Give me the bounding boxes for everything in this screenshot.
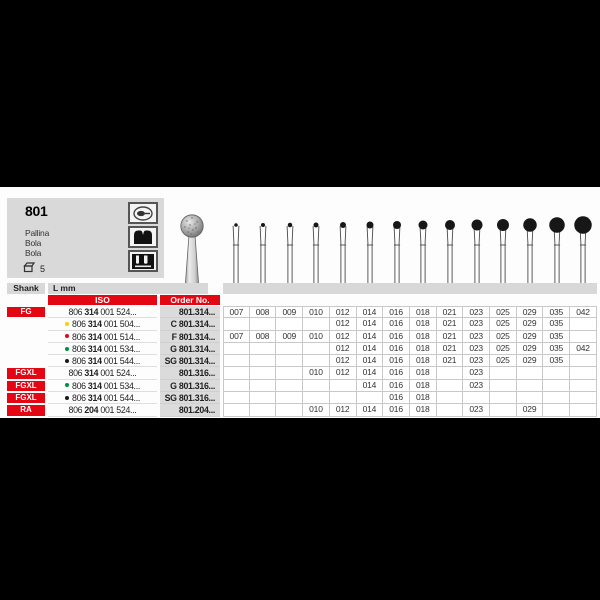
bur-illustration (570, 212, 597, 288)
size-cell (570, 355, 597, 367)
order-no-column-header: Order No. (160, 295, 220, 305)
size-cell (223, 355, 250, 367)
iso-cell: 806 204 001 524... (48, 404, 157, 416)
bur-illustration (517, 212, 544, 288)
size-cell: 021 (437, 343, 464, 355)
size-cell (437, 392, 464, 404)
catalog-content (0, 187, 600, 418)
size-cell: 023 (463, 331, 490, 343)
size-cell: 012 (330, 404, 357, 416)
size-cell: 035 (543, 318, 570, 330)
size-cell: 016 (383, 404, 410, 416)
size-cell: 021 (437, 331, 464, 343)
size-cell: 018 (410, 380, 437, 392)
size-cell: 016 (383, 318, 410, 330)
size-cell: 018 (410, 306, 437, 318)
size-cell: 025 (490, 343, 517, 355)
size-cell: 023 (463, 355, 490, 367)
size-cell: 018 (410, 331, 437, 343)
size-cell (437, 367, 464, 379)
size-cell (517, 380, 544, 392)
size-cell: 008 (250, 306, 277, 318)
size-cell: 016 (383, 343, 410, 355)
spec-table (7, 283, 597, 417)
size-cell (250, 367, 277, 379)
size-cell: 035 (543, 306, 570, 318)
size-cell: 016 (383, 380, 410, 392)
size-cell: 016 (383, 367, 410, 379)
size-cell: 014 (357, 306, 384, 318)
size-cell: 016 (383, 306, 410, 318)
indication-icons (128, 202, 158, 272)
size-cell: 012 (330, 318, 357, 330)
size-cell (303, 343, 330, 355)
size-cell: 021 (437, 318, 464, 330)
shank-badge: FGXL (7, 393, 45, 404)
iso-cell: 806 314 001 534... (48, 380, 157, 392)
size-cell (570, 331, 597, 343)
grit-color-dot-icon (65, 396, 69, 400)
size-cell (570, 404, 597, 416)
product-names (25, 228, 49, 258)
size-cell: 025 (490, 318, 517, 330)
size-cell: 023 (463, 343, 490, 355)
size-cell: 018 (410, 392, 437, 404)
tooth-cavity-icon (128, 226, 158, 248)
size-cell: 023 (463, 318, 490, 330)
size-cell: 016 (383, 392, 410, 404)
size-cell: 025 (490, 306, 517, 318)
grit-color-dot-icon (65, 322, 69, 326)
product-info-box (7, 198, 164, 278)
size-cell: 014 (357, 355, 384, 367)
size-cell: 023 (463, 404, 490, 416)
size-cell: 016 (383, 331, 410, 343)
size-cell (223, 343, 250, 355)
size-cell (570, 380, 597, 392)
size-cell: 042 (570, 306, 597, 318)
size-cell (276, 318, 303, 330)
size-cell: 014 (357, 343, 384, 355)
size-cell (223, 380, 250, 392)
bur-illustration (490, 212, 517, 288)
size-cell: 012 (330, 367, 357, 379)
size-cell: 025 (490, 355, 517, 367)
bur-illustration (383, 212, 410, 288)
size-cell: 018 (410, 367, 437, 379)
package-quantity (23, 262, 45, 275)
size-cell (330, 392, 357, 404)
order-no-cell: C 801.314... (160, 318, 220, 330)
shank-badge: FGXL (7, 381, 45, 392)
size-cell: 035 (543, 343, 570, 355)
size-cell (437, 380, 464, 392)
size-cell: 018 (410, 343, 437, 355)
size-cell: 007 (223, 331, 250, 343)
size-cell: 014 (357, 404, 384, 416)
size-cell: 016 (383, 355, 410, 367)
size-cell (517, 367, 544, 379)
product-code: 801 (25, 203, 48, 219)
size-cell (517, 392, 544, 404)
size-cell: 014 (357, 318, 384, 330)
size-cell: 035 (543, 355, 570, 367)
size-cell (490, 367, 517, 379)
order-no-cell: 801.314... (160, 306, 220, 318)
size-cell (543, 367, 570, 379)
shank-badge: FGXL (7, 368, 45, 379)
size-cell (223, 404, 250, 416)
size-cell (437, 404, 464, 416)
size-cell: 014 (357, 331, 384, 343)
size-cell (276, 380, 303, 392)
size-cell: 009 (276, 331, 303, 343)
size-cell: 018 (410, 355, 437, 367)
sizes-header-bar (223, 283, 597, 294)
order-no-cell: 801.316... (160, 367, 220, 379)
size-cell (250, 318, 277, 330)
size-cell: 029 (517, 343, 544, 355)
bur-illustration (303, 212, 330, 288)
order-no-cell: 801.204... (160, 404, 220, 416)
size-cell (570, 367, 597, 379)
grit-color-dot-icon (65, 334, 69, 338)
bur-illustration (410, 212, 437, 288)
lmm-column-header: L mm (48, 283, 208, 294)
size-cell: 023 (463, 306, 490, 318)
shank-badge: RA (7, 405, 45, 416)
size-cell: 012 (330, 343, 357, 355)
size-cell: 012 (330, 331, 357, 343)
round-head-icon (128, 202, 158, 224)
order-no-cell: SG 801.316... (160, 392, 220, 404)
iso-cell: 806 314 001 534... (48, 343, 157, 355)
size-cell (223, 318, 250, 330)
iso-cell: 806 314 001 524... (48, 306, 157, 318)
size-cell: 025 (490, 331, 517, 343)
size-cell (303, 355, 330, 367)
size-cell: 010 (303, 367, 330, 379)
size-cell: 035 (543, 331, 570, 343)
size-cell (250, 355, 277, 367)
product-name-it: Pallina (25, 228, 50, 238)
size-cell (250, 392, 277, 404)
size-cell (330, 380, 357, 392)
size-cell: 009 (276, 306, 303, 318)
size-cell: 029 (517, 331, 544, 343)
bur-illustration (250, 212, 277, 288)
size-cell (276, 367, 303, 379)
size-cell (276, 404, 303, 416)
size-cell (543, 380, 570, 392)
iso-cell: 806 314 001 544... (48, 355, 157, 367)
bur-illustration (330, 212, 357, 288)
shank-column-header: Shank (7, 283, 45, 294)
crown-bridge-icon (128, 250, 158, 272)
size-cell: 029 (517, 318, 544, 330)
bur-illustration (223, 212, 250, 288)
size-cell: 010 (303, 331, 330, 343)
shank-badge: FG (7, 307, 45, 318)
size-cell (463, 392, 490, 404)
size-cell: 007 (223, 306, 250, 318)
size-cell: 023 (463, 380, 490, 392)
size-cell (303, 392, 330, 404)
size-cell (223, 367, 250, 379)
size-cell (276, 343, 303, 355)
size-cell: 023 (463, 367, 490, 379)
iso-column-header: ISO (48, 295, 157, 305)
size-cell (490, 392, 517, 404)
order-no-cell: G 801.314... (160, 343, 220, 355)
bur-illustration (437, 212, 464, 288)
product-name-pt: Bola (25, 248, 42, 258)
size-cell: 029 (517, 306, 544, 318)
burs-row (223, 212, 597, 288)
size-cell: 014 (357, 367, 384, 379)
size-cell: 012 (330, 306, 357, 318)
size-cell (276, 355, 303, 367)
size-cell (303, 318, 330, 330)
iso-cell: 806 314 001 514... (48, 331, 157, 343)
size-cell (276, 392, 303, 404)
size-cell (570, 392, 597, 404)
size-cell: 021 (437, 306, 464, 318)
size-cell: 042 (570, 343, 597, 355)
size-cell: 018 (410, 404, 437, 416)
size-cell (250, 380, 277, 392)
size-cell (357, 392, 384, 404)
size-cell: 012 (330, 355, 357, 367)
size-cell: 014 (357, 380, 384, 392)
product-name-es: Bola (25, 238, 42, 248)
size-cell: 021 (437, 355, 464, 367)
order-no-cell: G 801.316... (160, 380, 220, 392)
package-icon (23, 262, 36, 275)
grit-color-dot-icon (65, 347, 69, 351)
size-cell (250, 343, 277, 355)
size-cell (223, 392, 250, 404)
size-cell: 008 (250, 331, 277, 343)
order-no-cell: F 801.314... (160, 331, 220, 343)
size-cell (570, 318, 597, 330)
order-no-cell: SG 801.314... (160, 355, 220, 367)
size-cell: 029 (517, 404, 544, 416)
size-cell: 029 (517, 355, 544, 367)
grit-color-dot-icon (65, 359, 69, 363)
iso-cell: 806 314 001 504... (48, 318, 157, 330)
bur-illustration (357, 212, 384, 288)
size-cell (543, 392, 570, 404)
size-cell (490, 404, 517, 416)
iso-cell: 806 314 001 544... (48, 392, 157, 404)
size-cell: 010 (303, 404, 330, 416)
grit-color-dot-icon (65, 383, 69, 387)
size-cell: 018 (410, 318, 437, 330)
size-cell (543, 404, 570, 416)
bur-illustration (463, 212, 490, 288)
bur-illustration (543, 212, 570, 288)
iso-cell: 806 314 001 524... (48, 367, 157, 379)
size-cell: 010 (303, 306, 330, 318)
bur-illustration (276, 212, 303, 288)
size-cell (490, 380, 517, 392)
size-cell (303, 380, 330, 392)
package-quantity-value: 5 (40, 263, 46, 274)
size-cell (250, 404, 277, 416)
